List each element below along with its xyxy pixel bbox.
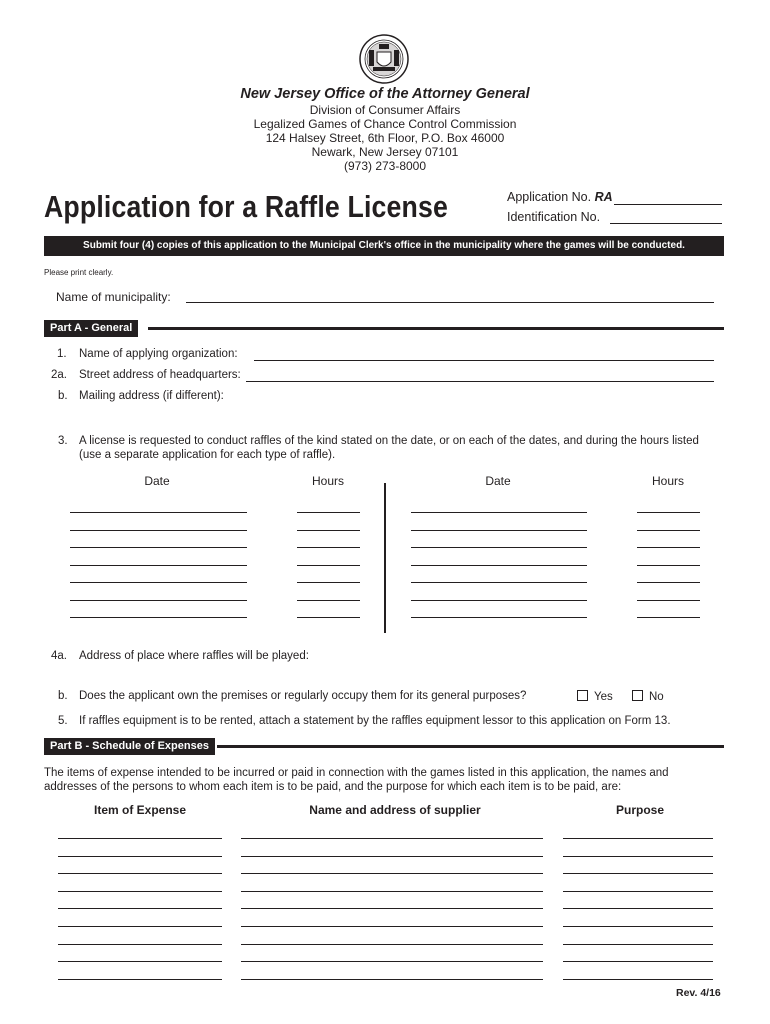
- purpose-input[interactable]: [563, 873, 713, 874]
- hours-input-left[interactable]: [297, 600, 360, 601]
- date-column-heading-left: Date: [144, 474, 170, 488]
- purpose-heading: Purpose: [615, 803, 664, 817]
- agency-street: 124 Halsey Street, 6th Floor, P.O. Box 46000: [265, 131, 505, 145]
- hours-input-right[interactable]: [637, 512, 700, 513]
- purpose-input[interactable]: [563, 891, 713, 892]
- supplier-input[interactable]: [241, 926, 543, 927]
- print-note: Please print clearly.: [44, 268, 114, 277]
- application-number-line[interactable]: [614, 204, 722, 205]
- expense-item-input[interactable]: [58, 944, 222, 945]
- supplier-input[interactable]: [241, 979, 543, 980]
- supplier-input[interactable]: [241, 908, 543, 909]
- q1-label: Name of applying organization:: [79, 348, 238, 360]
- hours-column-heading-left: Hours: [311, 474, 344, 488]
- date-input-left[interactable]: [70, 600, 247, 601]
- expense-item-input[interactable]: [58, 856, 222, 857]
- expense-item-input[interactable]: [58, 873, 222, 874]
- q4b-label: Does the applicant own the premises or regularly occupy them for its general purposes?: [79, 690, 527, 702]
- purpose-input[interactable]: [563, 979, 713, 980]
- q4a-number: 4a.: [51, 650, 67, 662]
- purpose-input[interactable]: [563, 838, 713, 839]
- expense-item-input[interactable]: [58, 891, 222, 892]
- hours-input-left[interactable]: [297, 617, 360, 618]
- organization-name-input[interactable]: [254, 360, 714, 361]
- street-address-input[interactable]: [246, 381, 714, 382]
- q5-label: If raffles equipment is to be rented, attach a statement by the raffles equipment lessor to this application on Form 13.: [79, 715, 671, 727]
- purpose-input[interactable]: [563, 926, 713, 927]
- purpose-input[interactable]: [563, 961, 713, 962]
- date-input-left[interactable]: [70, 512, 247, 513]
- q3-number: 3.: [58, 435, 68, 447]
- hours-input-left[interactable]: [297, 565, 360, 566]
- supplier-input[interactable]: [241, 961, 543, 962]
- hours-input-right[interactable]: [637, 617, 700, 618]
- purpose-input[interactable]: [563, 944, 713, 945]
- hours-input-right[interactable]: [637, 565, 700, 566]
- application-number-label: Application No.: [507, 190, 592, 204]
- yes-checkbox-box[interactable]: [577, 690, 588, 701]
- date-input-left[interactable]: [70, 530, 247, 531]
- date-input-left[interactable]: [70, 582, 247, 583]
- hours-input-left[interactable]: [297, 512, 360, 513]
- no-checkbox[interactable]: [632, 690, 664, 703]
- supplier-input[interactable]: [241, 891, 543, 892]
- supplier-input[interactable]: [241, 873, 543, 874]
- date-input-right[interactable]: [411, 565, 587, 566]
- expense-item-input[interactable]: [58, 908, 222, 909]
- q4b-number: b.: [58, 690, 68, 702]
- part-a-heading: Part A - General: [44, 320, 138, 337]
- date-input-right[interactable]: [411, 512, 587, 513]
- agency-title: New Jersey Office of the Attorney General: [240, 86, 530, 102]
- date-input-right[interactable]: [411, 617, 587, 618]
- purpose-input[interactable]: [563, 856, 713, 857]
- part-b-intro-line1: The items of expense intended to be incurred or paid in connection with the games listed in this application, the names and: [44, 767, 669, 779]
- supplier-input[interactable]: [241, 838, 543, 839]
- yes-checkbox[interactable]: [577, 690, 613, 703]
- q2b-number: b.: [58, 390, 68, 402]
- date-input-left[interactable]: [70, 617, 247, 618]
- hours-input-left[interactable]: [297, 582, 360, 583]
- q1-number: 1.: [57, 348, 67, 360]
- supplier-input[interactable]: [241, 944, 543, 945]
- purpose-input[interactable]: [563, 908, 713, 909]
- municipality-label: Name of municipality:: [56, 290, 171, 304]
- part-b-intro-line2: addresses of the persons to whom each item is to be paid, and the purpose for which each item is to be paid, are:: [44, 781, 622, 793]
- hours-column-heading-right: Hours: [651, 474, 684, 488]
- date-input-right[interactable]: [411, 600, 587, 601]
- municipality-input[interactable]: [186, 302, 714, 303]
- q4a-label: Address of place where raffles will be played:: [79, 650, 309, 662]
- date-input-right[interactable]: [411, 547, 587, 548]
- yes-label: Yes: [594, 691, 613, 703]
- q5-number: 5.: [58, 715, 68, 727]
- expense-item-input[interactable]: [58, 926, 222, 927]
- identification-number-label: Identification No.: [507, 210, 601, 224]
- hours-input-right[interactable]: [637, 582, 700, 583]
- part-b-rule: [217, 745, 724, 748]
- hours-input-right[interactable]: [637, 547, 700, 548]
- no-label: No: [649, 691, 664, 703]
- hours-input-right[interactable]: [637, 530, 700, 531]
- q2a-number: 2a.: [51, 369, 67, 381]
- identification-number-line[interactable]: [610, 223, 722, 224]
- supplier-input[interactable]: [241, 856, 543, 857]
- submission-banner: Submit four (4) copies of this application to the Municipal Clerk's office in the municipality where the games will be conducted.: [44, 236, 724, 256]
- date-input-right[interactable]: [411, 582, 587, 583]
- supplier-heading: Name and address of supplier: [309, 803, 481, 817]
- hours-input-left[interactable]: [297, 530, 360, 531]
- agency-division: Division of Consumer Affairs: [309, 103, 461, 117]
- date-input-right[interactable]: [411, 530, 587, 531]
- item-of-expense-heading: Item of Expense: [93, 803, 187, 817]
- expense-item-input[interactable]: [58, 961, 222, 962]
- q2b-label: Mailing address (if different):: [79, 390, 224, 402]
- hours-input-left[interactable]: [297, 547, 360, 548]
- application-number-prefix: RA: [594, 190, 613, 204]
- agency-commission: Legalized Games of Chance Control Commission: [253, 117, 517, 131]
- q3-text-line1: A license is requested to conduct raffles of the kind stated on the date, or on each of the dates, and during the hours listed: [79, 435, 699, 447]
- date-column-heading-right: Date: [485, 474, 511, 488]
- table-divider: [384, 483, 386, 633]
- expense-item-input[interactable]: [58, 979, 222, 980]
- state-seal-icon: [359, 34, 409, 84]
- revision-label: Rev. 4/16: [676, 987, 721, 999]
- q3-text-line2: (use a separate application for each type of raffle).: [79, 449, 336, 461]
- form-title: Application for a Raffle License: [44, 189, 448, 224]
- date-input-left[interactable]: [70, 547, 247, 548]
- agency-city: Newark, New Jersey 07101: [311, 145, 459, 159]
- part-a-rule: [148, 327, 724, 330]
- no-checkbox-box[interactable]: [632, 690, 643, 701]
- application-number-field[interactable]: [507, 190, 613, 204]
- agency-phone: (973) 273-8000: [343, 159, 427, 173]
- q2a-label: Street address of headquarters:: [79, 369, 241, 381]
- part-b-heading: Part B - Schedule of Expenses: [44, 738, 215, 755]
- expense-item-input[interactable]: [58, 838, 222, 839]
- hours-input-right[interactable]: [637, 600, 700, 601]
- date-input-left[interactable]: [70, 565, 247, 566]
